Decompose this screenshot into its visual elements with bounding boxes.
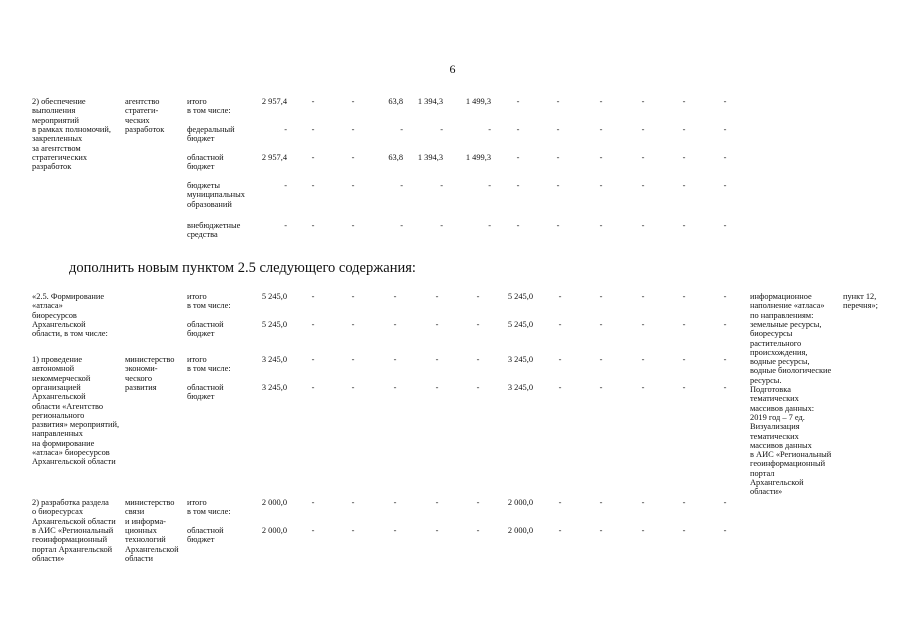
amount-cell: - — [476, 498, 480, 507]
amount-cell: 1 499,3 — [465, 153, 491, 162]
amount-cell: - — [284, 125, 287, 134]
amount-cell: 3 245,0 — [261, 383, 287, 392]
activity-description: области, в том числе: — [32, 329, 108, 339]
funding-source: средства — [187, 230, 218, 240]
amount-cell: - — [723, 153, 727, 162]
amount-cell: 2 957,4 — [261, 97, 287, 106]
activity-description: Архангельской — [32, 392, 86, 402]
activity-description: «2.5. Формирование — [32, 292, 105, 301]
funding-source: в том числе: — [187, 106, 231, 116]
amount-cell: - — [641, 320, 645, 329]
amount-cell: - — [682, 292, 686, 301]
amount-cell: - — [599, 498, 603, 507]
executor: области — [125, 553, 153, 563]
expected-result: растительного — [750, 338, 802, 348]
amount-cell: - — [682, 153, 686, 162]
amount-cell: - — [516, 153, 520, 162]
amount-cell: - — [351, 221, 355, 230]
executor: технологий — [125, 535, 166, 545]
activity-description: области» — [32, 553, 65, 563]
amount-cell: - — [682, 320, 686, 329]
amount-cell: - — [351, 355, 355, 364]
activity-description: в рамках полномочий, — [32, 124, 111, 134]
funding-source: федеральный — [187, 125, 235, 134]
activity-description: выполнения — [32, 106, 76, 116]
funding-source: областной — [187, 320, 224, 329]
funding-source: итого — [187, 292, 207, 301]
amount-cell: - — [351, 383, 355, 392]
amount-cell: - — [682, 181, 686, 190]
executor: развития — [125, 382, 157, 392]
funding-source: итого — [187, 97, 207, 106]
amount-cell: - — [311, 292, 315, 301]
executor: и информа- — [125, 516, 166, 526]
activity-description: «атласа» биоресурсов — [32, 448, 110, 457]
activity-description: автономной — [32, 364, 75, 374]
amount-cell: 3 245,0 — [261, 355, 287, 364]
amount-cell: - — [558, 498, 562, 507]
expected-result: происхождения, — [750, 347, 808, 357]
funding-source: бюджет — [187, 329, 215, 339]
executor: разработок — [125, 124, 165, 134]
amount-cell: - — [400, 221, 403, 230]
amount-cell: - — [311, 526, 315, 535]
amount-cell: - — [641, 292, 645, 301]
activity-description: стратегических — [32, 152, 88, 162]
amount-cell: - — [435, 526, 439, 535]
executor: ческого — [125, 373, 153, 383]
amount-cell: 1 499,3 — [465, 97, 491, 106]
amount-cell: - — [476, 292, 480, 301]
amount-cell: 2 957,4 — [261, 153, 287, 162]
amount-cell: - — [488, 221, 491, 230]
amount-cell: - — [284, 221, 287, 230]
amount-cell: - — [641, 153, 645, 162]
amount-cell: - — [516, 97, 520, 106]
amount-cell: - — [351, 97, 355, 106]
amount-cell: - — [599, 181, 603, 190]
amount-cell: - — [599, 355, 603, 364]
expected-result: портал — [750, 468, 775, 478]
amount-cell: 3 245,0 — [507, 383, 533, 392]
amount-cell: - — [393, 355, 397, 364]
amount-cell: - — [488, 125, 491, 134]
executor: стратеги- — [125, 106, 159, 116]
indicator-link: перечня»; — [843, 301, 878, 311]
funding-source: муниципальных — [187, 190, 245, 200]
amount-cell: - — [723, 97, 727, 106]
expected-result: ресурсы. — [750, 375, 782, 385]
amount-cell: - — [723, 498, 727, 507]
amount-cell: - — [351, 320, 355, 329]
amount-cell: - — [641, 221, 645, 230]
amount-cell: 2 000,0 — [261, 526, 287, 535]
expected-result: тематических — [750, 431, 799, 441]
executor: ционных — [125, 525, 157, 535]
section-heading: дополнить новым пунктом 2.5 следующего содержания: — [69, 260, 416, 276]
amount-cell: - — [723, 355, 727, 364]
executor: министерство — [125, 355, 175, 364]
amount-cell: - — [284, 181, 287, 190]
amount-cell: - — [516, 181, 520, 190]
amount-cell: - — [311, 181, 315, 190]
amount-cell: - — [351, 153, 355, 162]
funding-source: образований — [187, 199, 232, 209]
funding-source: в том числе: — [187, 301, 231, 311]
amount-cell: - — [311, 97, 315, 106]
amount-cell: - — [476, 320, 480, 329]
expected-result: массивов данных — [750, 440, 812, 450]
activity-description: 2) разработка раздела — [32, 498, 109, 507]
amount-cell: - — [682, 221, 686, 230]
amount-cell: - — [311, 125, 315, 134]
activity-description: геоинформационный — [32, 535, 108, 545]
amount-cell: - — [393, 292, 397, 301]
amount-cell: - — [558, 355, 562, 364]
executor: агентство — [125, 97, 160, 106]
amount-cell: - — [723, 526, 727, 535]
amount-cell: - — [556, 125, 560, 134]
activity-description: Архангельской — [32, 319, 86, 329]
amount-cell: - — [641, 181, 645, 190]
funding-source: бюджет — [187, 535, 215, 545]
amount-cell: - — [393, 320, 397, 329]
amount-cell: - — [641, 498, 645, 507]
amount-cell: - — [682, 97, 686, 106]
amount-cell: - — [440, 125, 443, 134]
funding-source: бюджет — [187, 162, 215, 172]
activity-description: о биоресурсах — [32, 507, 84, 517]
expected-result: информационное — [750, 292, 812, 301]
amount-cell: - — [516, 125, 520, 134]
activity-description: биоресурсов — [32, 310, 77, 320]
amount-cell: 2 000,0 — [507, 526, 533, 535]
activity-description: развития» мероприятий, — [32, 420, 120, 430]
activity-description: области «Агентство — [32, 401, 104, 411]
amount-cell: - — [682, 498, 686, 507]
amount-cell: - — [311, 153, 315, 162]
amount-cell: - — [393, 526, 397, 535]
amount-cell: - — [723, 125, 727, 134]
amount-cell: - — [599, 125, 603, 134]
expected-result: земельные ресурсы, — [750, 319, 822, 329]
amount-cell: - — [311, 355, 315, 364]
amount-cell: - — [435, 320, 439, 329]
amount-cell: 5 245,0 — [261, 320, 287, 329]
expected-result: водные биологические — [750, 366, 832, 376]
activity-description: организацией — [32, 382, 81, 392]
executor: связи — [125, 507, 145, 517]
amount-cell: - — [723, 221, 727, 230]
amount-cell: - — [393, 498, 397, 507]
amount-cell: - — [558, 292, 562, 301]
executor: экономи- — [125, 364, 158, 374]
funding-source: итого — [187, 355, 207, 364]
amount-cell: - — [641, 125, 645, 134]
amount-cell: - — [641, 97, 645, 106]
activity-description: разработок — [32, 162, 72, 172]
amount-cell: - — [723, 292, 727, 301]
expected-result: Визуализация — [750, 422, 800, 432]
amount-cell: - — [393, 383, 397, 392]
amount-cell: - — [599, 383, 603, 392]
amount-cell: - — [476, 383, 480, 392]
expected-result: тематических — [750, 394, 799, 404]
amount-cell: 5 245,0 — [507, 320, 533, 329]
activity-description: за агентством — [32, 143, 81, 153]
amount-cell: - — [556, 181, 560, 190]
amount-cell: 3 245,0 — [507, 355, 533, 364]
amount-cell: - — [435, 498, 439, 507]
amount-cell: - — [351, 292, 355, 301]
amount-cell: - — [599, 221, 603, 230]
expected-result: водные ресурсы, — [750, 357, 810, 367]
amount-cell: - — [599, 526, 603, 535]
amount-cell: - — [435, 383, 439, 392]
amount-cell: - — [599, 97, 603, 106]
expected-result: наполнение «атласа» — [750, 301, 825, 311]
executor: ческих — [125, 115, 150, 125]
amount-cell: - — [351, 526, 355, 535]
amount-cell: - — [723, 320, 727, 329]
amount-cell: 63,8 — [388, 153, 403, 162]
expected-result: геоинформационный — [750, 459, 826, 469]
amount-cell: - — [516, 221, 520, 230]
amount-cell: - — [641, 355, 645, 364]
amount-cell: - — [682, 383, 686, 392]
amount-cell: - — [400, 125, 403, 134]
activity-description: мероприятий — [32, 115, 80, 125]
activity-description: на формирование — [32, 438, 95, 448]
amount-cell: - — [435, 292, 439, 301]
funding-source: областной — [187, 526, 224, 535]
funding-source: областной — [187, 153, 224, 162]
amount-cell: - — [476, 355, 480, 364]
amount-cell: - — [311, 498, 315, 507]
amount-cell: - — [558, 320, 562, 329]
amount-cell: - — [682, 355, 686, 364]
amount-cell: - — [311, 221, 315, 230]
funding-source: в том числе: — [187, 507, 231, 517]
amount-cell: - — [723, 181, 727, 190]
activity-description: портал Архангельской — [32, 544, 113, 554]
amount-cell: - — [556, 221, 560, 230]
amount-cell: 1 394,3 — [417, 153, 443, 162]
amount-cell: 2 000,0 — [261, 498, 287, 507]
amount-cell: - — [400, 181, 403, 190]
amount-cell: - — [440, 221, 443, 230]
amount-cell: 1 394,3 — [417, 97, 443, 106]
amount-cell: - — [682, 125, 686, 134]
activity-description: направленных — [32, 429, 83, 439]
expected-result: массивов данных: — [750, 403, 815, 413]
expected-result: в АИС «Региональный — [750, 450, 832, 460]
amount-cell: - — [440, 181, 443, 190]
executor: министерство — [125, 498, 175, 507]
amount-cell: 2 000,0 — [507, 498, 533, 507]
funding-source: внебюджетные — [187, 221, 241, 230]
page-number: 6 — [449, 62, 456, 76]
amount-cell: - — [351, 125, 355, 134]
amount-cell: - — [641, 526, 645, 535]
expected-result: Архангельской — [750, 478, 804, 487]
amount-cell: - — [599, 153, 603, 162]
activity-description: регионального — [32, 410, 85, 420]
funding-source: бюджет — [187, 134, 215, 144]
amount-cell: - — [723, 383, 727, 392]
activity-description: Архангельской области — [32, 457, 116, 467]
amount-cell: - — [556, 97, 560, 106]
amount-cell: - — [556, 153, 560, 162]
amount-cell: - — [435, 355, 439, 364]
amount-cell: - — [351, 181, 355, 190]
activity-description: закрепленных — [32, 134, 83, 144]
amount-cell: 63,8 — [388, 97, 403, 106]
activity-description: некоммерческой — [32, 373, 91, 383]
funding-source: итого — [187, 498, 207, 507]
amount-cell: - — [558, 526, 562, 535]
amount-cell: - — [599, 320, 603, 329]
funding-source: в том числе: — [187, 364, 231, 374]
expected-result: Подготовка — [750, 385, 791, 394]
amount-cell: - — [488, 181, 491, 190]
amount-cell: - — [311, 383, 315, 392]
amount-cell: 5 245,0 — [261, 292, 287, 301]
funding-source: областной — [187, 383, 224, 392]
activity-description: «атласа» — [32, 301, 63, 311]
amount-cell: 5 245,0 — [507, 292, 533, 301]
expected-result: 2019 год – 7 ед. — [750, 412, 805, 422]
activity-description: в АИС «Региональный — [32, 525, 114, 535]
funding-source: бюджет — [187, 392, 215, 402]
funding-source: бюджеты — [187, 181, 221, 190]
executor: Архангельской — [125, 544, 179, 554]
amount-cell: - — [682, 526, 686, 535]
amount-cell: - — [476, 526, 480, 535]
activity-description: Архангельской области — [32, 516, 116, 526]
activity-description: 2) обеспечение — [32, 97, 86, 106]
indicator-link: пункт 12, — [843, 292, 877, 301]
amount-cell: - — [599, 292, 603, 301]
activity-description: 1) проведение — [32, 355, 83, 364]
amount-cell: - — [351, 498, 355, 507]
expected-result: области» — [750, 487, 783, 497]
expected-result: по направлениям: — [750, 310, 814, 320]
amount-cell: - — [311, 320, 315, 329]
expected-result: биоресурсы — [750, 329, 793, 339]
amount-cell: - — [558, 383, 562, 392]
amount-cell: - — [641, 383, 645, 392]
